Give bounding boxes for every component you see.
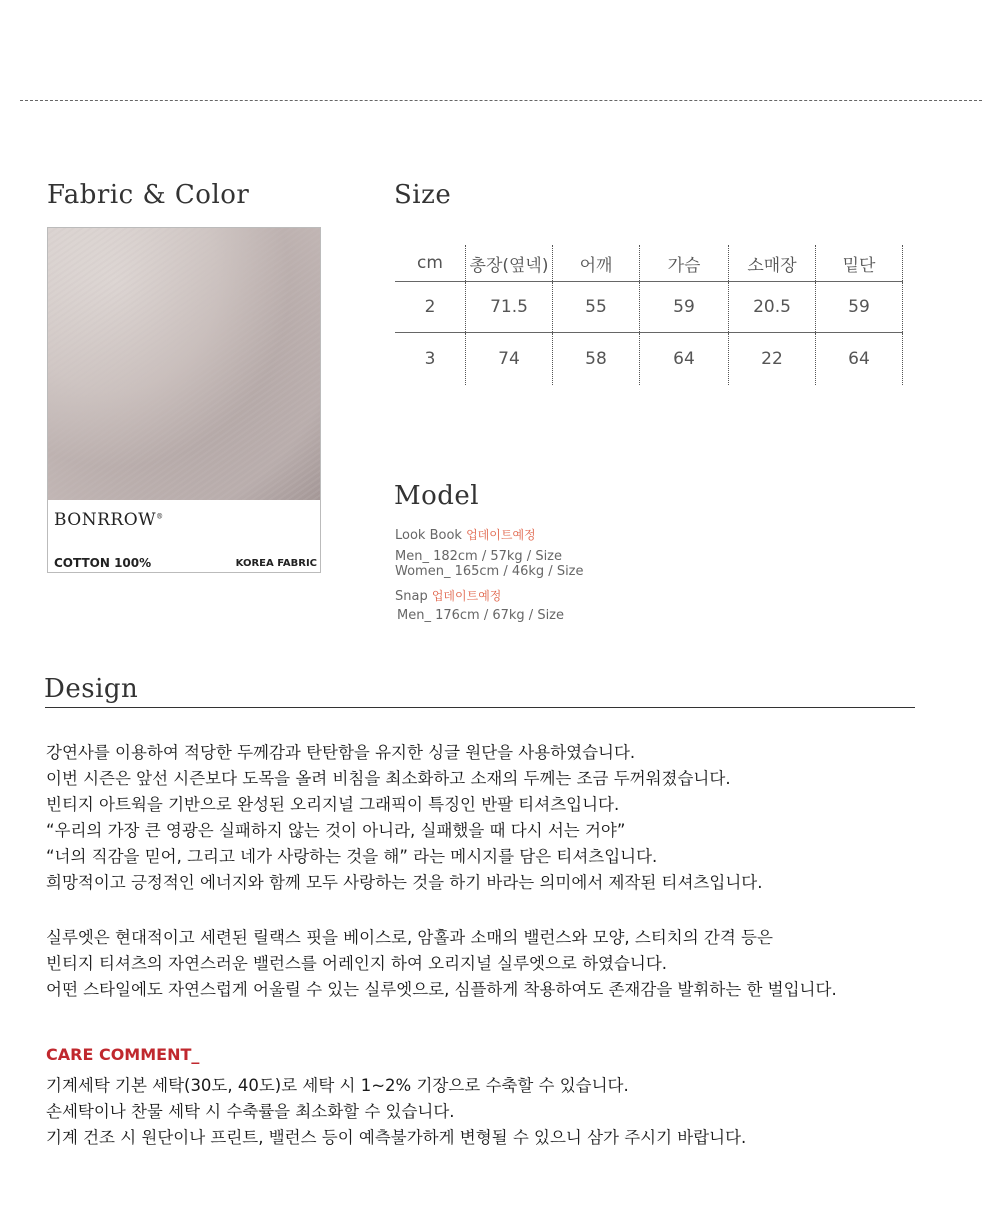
table-row (395, 333, 903, 386)
snap-men: Men_ 176cm / 67kg / Size (397, 608, 565, 623)
fabric-swatch-card (47, 227, 321, 573)
size-cell: 2 (395, 282, 466, 333)
size-cell: 64 (640, 333, 729, 386)
design-text-line: 실루엣은 현대적이고 세련된 릴랙스 핏을 베이스로, 암홀과 소매의 밸런스와 모양, 스티치의 간격 등은 (46, 928, 773, 947)
size-cell: 71.5 (466, 282, 553, 333)
size-cell: 3 (424, 349, 436, 369)
design-title: Design (44, 674, 139, 704)
lookbook-men: Men_ 182cm / 57kg / Size (395, 549, 563, 564)
design-text-line: 강연사를 이용하여 적당한 두께감과 탄탄함을 유지한 싱글 원단을 사용하였습니다. (46, 743, 636, 762)
design-text-line: 어떤 스타일에도 자연스럽게 어울릴 수 있는 실루엣으로, 심플하게 착용하여도 존재감을 발휘하는 한 벌입니다. (46, 980, 837, 999)
size-cell: 59 (816, 282, 903, 333)
care-text-line: 손세탁이나 찬물 세탁 시 수축률을 최소화할 수 있습니다. (46, 1102, 455, 1121)
size-header-cell: 어깨 (553, 245, 640, 282)
size-header-cell: 가슴 (640, 245, 729, 282)
care-comment-body (46, 1073, 746, 1151)
design-paragraph-2 (46, 925, 837, 1003)
brand-name: BONRROW (54, 510, 157, 530)
snap-update-tag: 업데이트예정 (431, 589, 502, 603)
size-cell: 58 (553, 333, 640, 386)
fabric-origin: KOREA FABRIC (235, 558, 317, 569)
dashed-divider (20, 100, 982, 101)
registered-mark: ® (156, 512, 164, 521)
design-text-line: 희망적이고 긍정적인 에너지와 함께 모두 사랑하는 것을 하기 바라는 의미에서 제작된 티셔츠입니다. (46, 873, 763, 892)
snap-label: Snap (395, 589, 432, 604)
design-text-line: “너의 직감을 믿어, 그리고 네가 사랑하는 것을 해” 라는 메시지를 담은 티셔츠입니다. (46, 847, 658, 866)
design-text-line: 빈티지 티셔츠의 자연스러운 밸런스를 어레인지 하여 오리지널 실루엣으로 하였습니다. (46, 954, 668, 973)
size-cell: 22 (729, 333, 816, 386)
size-cell: 20.5 (729, 282, 816, 333)
size-table-header (395, 245, 903, 282)
lookbook-label: Look Book (395, 528, 467, 543)
size-header-cell: 소매장 (729, 245, 816, 282)
design-text-line: “우리의 가장 큰 영광은 실패하지 않는 것이 아니라, 실패했을 때 다시 서는 거야” (46, 821, 626, 840)
snap-line (395, 589, 584, 604)
size-header-cell: 밑단 (816, 245, 903, 282)
size-cell: 55 (553, 282, 640, 333)
size-cell: 59 (640, 282, 729, 333)
care-text-line: 기계세탁 기본 세탁(30도, 40도)로 세탁 시 1~2% 기장으로 수축할 수 있습니다. (46, 1076, 629, 1095)
size-cell: 74 (466, 333, 553, 386)
care-text-line: 기계 건조 시 원단이나 프린트, 밸런스 등이 예측불가하게 변형될 수 있으니 삼가 주시기 바랍니다. (46, 1128, 747, 1147)
design-divider (45, 707, 915, 708)
model-info (395, 528, 584, 623)
size-header-cell: 총장(옆넥) (466, 245, 553, 282)
brand-logo (54, 510, 164, 530)
design-paragraph-1 (46, 740, 762, 896)
fabric-color-title: Fabric & Color (47, 180, 250, 210)
lookbook-women: Women_ 165cm / 46kg / Size (395, 564, 584, 579)
model-title: Model (394, 481, 480, 511)
table-row (395, 282, 903, 333)
design-text-line: 빈티지 아트웍을 기반으로 완성된 오리지널 그래픽이 특징인 반팔 티셔츠입니다. (46, 795, 620, 814)
design-text-line: 이번 시즌은 앞선 시즌보다 도목을 올려 비침을 최소화하고 소재의 두께는 조금 두꺼워졌습니다. (46, 769, 731, 788)
fabric-swatch-image (48, 228, 320, 500)
fabric-composition: COTTON 100% (54, 556, 152, 570)
lookbook-line (395, 528, 584, 543)
size-cell: 64 (816, 333, 903, 386)
lookbook-update-tag: 업데이트예정 (466, 528, 536, 542)
size-header-cell: cm (395, 245, 466, 282)
care-comment-title: CARE COMMENT_ (46, 1045, 200, 1064)
size-table (395, 245, 903, 385)
size-title: Size (394, 180, 452, 210)
